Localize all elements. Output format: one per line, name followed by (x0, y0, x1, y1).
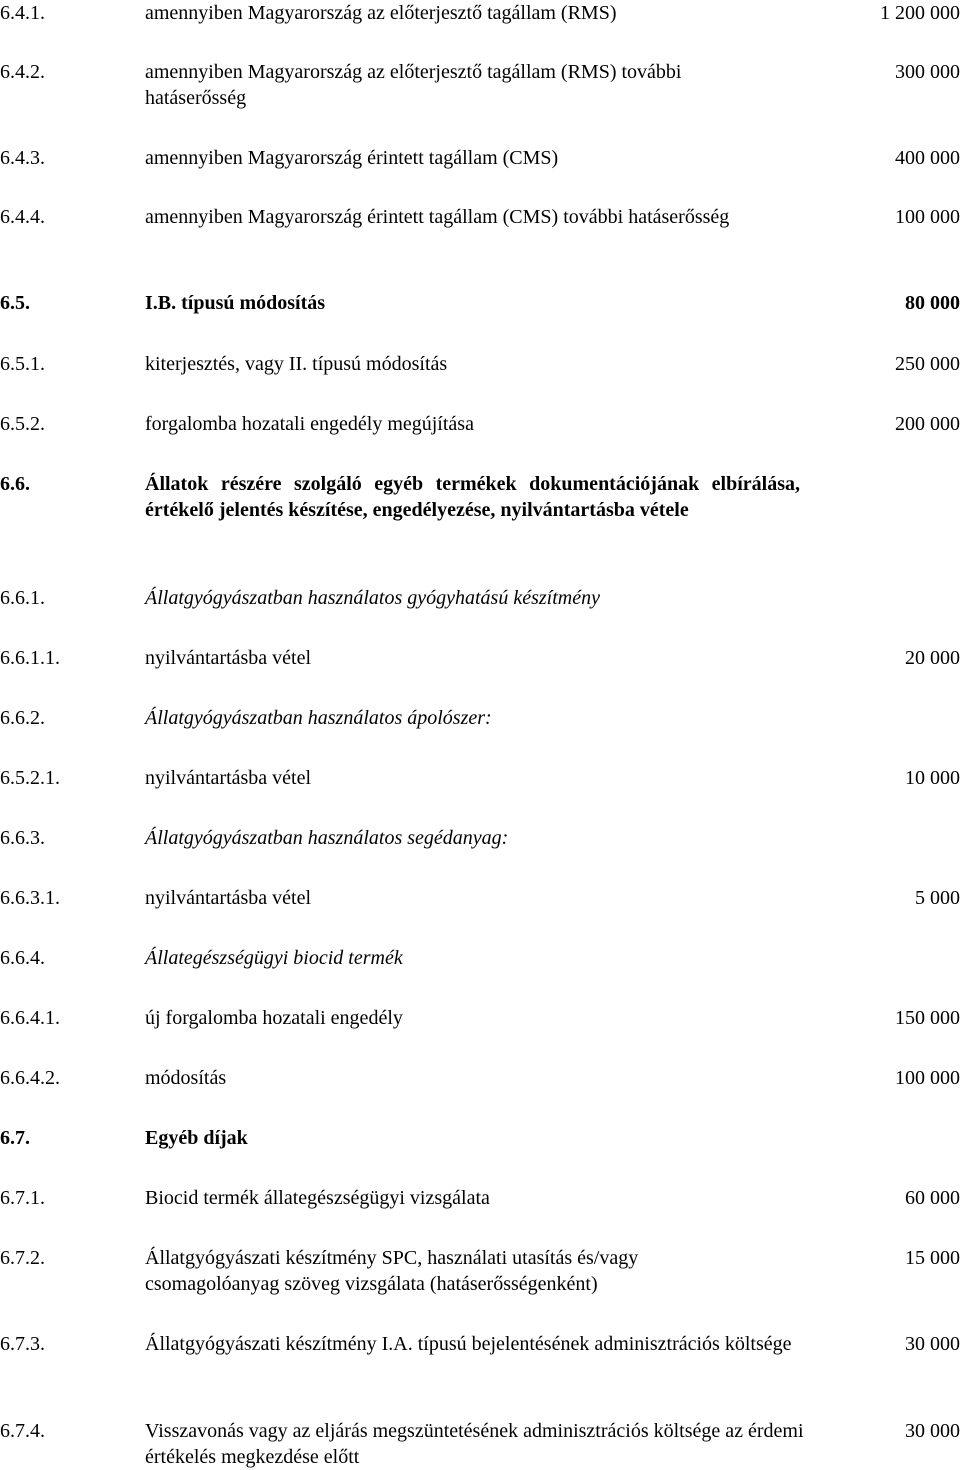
item-description: Állatgyógyászati készítmény I.A. típusú bejelentésének adminisztrációs költsége (145, 1333, 792, 1355)
item-description: amennyiben Magyarország érintett tagállam (CMS) (145, 147, 559, 169)
item-number: 6.7.2. (0, 1247, 45, 1269)
item-description: Visszavonás vagy az eljárás megszüntetésének adminisztrációs költsége az érdemi értékelés megkezdése előtt (145, 1420, 804, 1468)
item-number: 6.7.4. (0, 1420, 45, 1442)
item-description: Állatgyógyászati készítmény SPC, használati utasítás és/vagy csomagolóanyag szöveg vizsgálata (hatáserősségenként) (145, 1247, 639, 1295)
item-fee: 400 000 (895, 147, 960, 169)
item-description: amennyiben Magyarország az előterjesztő tagállam (RMS) további hatáserősség (145, 61, 682, 109)
item-number: 6.7.3. (0, 1333, 45, 1355)
item-description: új forgalomba hozatali engedély (145, 1007, 403, 1029)
item-description: nyilvántartásba vétel (145, 647, 312, 669)
item-number: 6.4.1. (0, 2, 45, 24)
item-fee: 15 000 (905, 1247, 960, 1269)
item-fee: 100 000 (895, 206, 960, 228)
item-description: forgalomba hozatali engedély megújítása (145, 413, 474, 435)
item-description: nyilvántartásba vétel (145, 887, 312, 909)
item-description: kiterjesztés, vagy II. típusú módosítás (145, 353, 448, 375)
item-fee: 10 000 (905, 767, 960, 789)
item-number: 6.6.3.1. (0, 887, 60, 909)
item-description: amennyiben Magyarország az előterjesztő tagállam (RMS) (145, 2, 617, 24)
item-fee: 200 000 (895, 413, 960, 435)
item-description: Egyéb díjak (145, 1127, 248, 1149)
item-fee: 5 000 (915, 887, 960, 909)
item-number: 6.4.4. (0, 206, 45, 228)
item-fee: 30 000 (905, 1420, 960, 1442)
item-description: Állatok részére szolgáló egyéb termékek dokumentációjának elbírálása, értékelő jelentés készítése, engedélyezése, nyilvántartásba vétele (145, 473, 800, 521)
item-description: nyilvántartásba vétel (145, 767, 312, 789)
item-fee: 300 000 (895, 61, 960, 83)
item-fee: 100 000 (895, 1067, 960, 1089)
item-number: 6.6. (0, 473, 30, 495)
item-number: 6.4.2. (0, 61, 45, 83)
item-description: módosítás (145, 1067, 227, 1089)
item-fee: 150 000 (895, 1007, 960, 1029)
item-fee: 250 000 (895, 353, 960, 375)
item-fee: 1 200 000 (880, 2, 960, 24)
item-number: 6.6.1. (0, 587, 45, 609)
item-number: 6.5. (0, 292, 30, 314)
item-description: I.B. típusú módosítás (145, 292, 326, 314)
item-number: 6.6.1.1. (0, 647, 60, 669)
item-fee: 60 000 (905, 1187, 960, 1209)
item-number: 6.7. (0, 1127, 30, 1149)
item-description: Állatgyógyászatban használatos gyógyhatású készítmény (145, 587, 600, 609)
item-number: 6.7.1. (0, 1187, 45, 1209)
item-number: 6.6.2. (0, 707, 45, 729)
item-fee: 20 000 (905, 647, 960, 669)
item-description: Biocid termék állategészségügyi vizsgálata (145, 1187, 490, 1209)
item-number: 6.6.4. (0, 947, 45, 969)
item-fee: 80 000 (905, 292, 960, 314)
item-number: 6.6.4.2. (0, 1067, 60, 1089)
item-number: 6.4.3. (0, 147, 45, 169)
item-description: amennyiben Magyarország érintett tagállam (CMS) további hatáserősség (145, 206, 730, 228)
item-description: Állatgyógyászatban használatos segédanyag: (145, 827, 509, 849)
item-number: 6.5.1. (0, 353, 45, 375)
item-number: 6.6.3. (0, 827, 45, 849)
item-number: 6.5.2.1. (0, 767, 60, 789)
item-number: 6.6.4.1. (0, 1007, 60, 1029)
item-description: Állatgyógyászatban használatos ápolószer: (145, 707, 492, 729)
item-fee: 30 000 (905, 1333, 960, 1355)
item-number: 6.5.2. (0, 413, 45, 435)
item-description: Állategészségügyi biocid termék (145, 947, 403, 969)
